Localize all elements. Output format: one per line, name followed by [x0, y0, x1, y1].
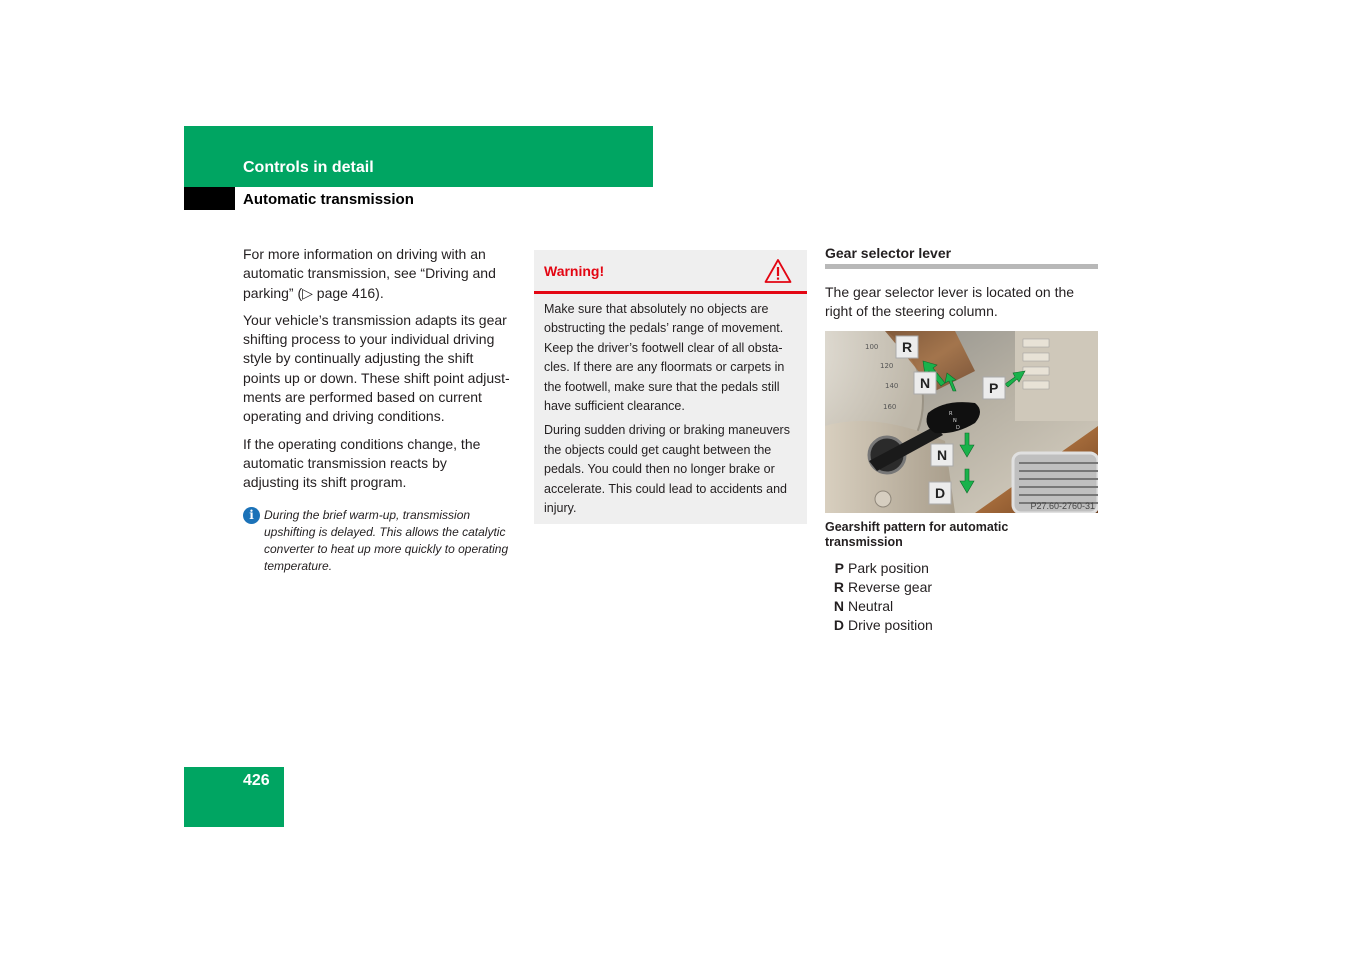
- svg-text:R: R: [949, 410, 953, 417]
- paragraph-operating-conditions: If the operating conditions change, the automatic transmission reacts by adjusting its shift program.: [243, 435, 481, 491]
- gear-letter-n: N: [920, 374, 931, 391]
- svg-text:D: D: [956, 424, 960, 431]
- page-number: 426: [243, 772, 270, 789]
- paragraph-shift-adaptation: Your vehicle’s transmission adapts its gear shifting process to your individual driving style by continually adjusting the shift points up or down. These shift point adjust- ments are performed based on current operating and driving conditions.: [243, 311, 510, 425]
- warning-body: [534, 294, 807, 518]
- list-item: [825, 597, 1098, 616]
- warning-paragraph-obstructions: Make sure that absolutely no objects are obstructing the pedals’ range of movement. Keep the driver’s footwell clear of all obsta- cles. If there are any floormats or carpets in the footwell, make sure that the pedals still have sufficient clearance.: [544, 302, 785, 414]
- info-note: [243, 507, 521, 575]
- gear-label: Reverse gear: [848, 578, 933, 595]
- list-item: [825, 616, 1098, 635]
- gauge-number: 120: [880, 361, 894, 370]
- gear-label: Drive position: [848, 617, 933, 634]
- gear-letter-r: R: [902, 338, 913, 355]
- gear-label: Neutral: [848, 598, 894, 615]
- warning-title: Warning!: [544, 262, 605, 279]
- right-column: [825, 245, 1098, 636]
- gear-key: R: [833, 578, 844, 595]
- list-item: [825, 578, 1098, 597]
- section-title: Automatic transmission: [243, 191, 414, 208]
- list-item: [825, 559, 1098, 578]
- figure-code: P27.60-2760-31: [1030, 500, 1095, 511]
- gear-letter-d: D: [935, 484, 946, 501]
- gauge-number: 160: [883, 402, 897, 411]
- gear-section-title: Gear selector lever: [825, 245, 1098, 269]
- gear-key: P: [834, 559, 844, 576]
- page-reference-link[interactable]: parking” (▷ page 416).: [243, 284, 384, 301]
- gauge-number: 140: [885, 381, 899, 390]
- left-column: [243, 245, 521, 575]
- gear-section-intro: The gear selector lever is located on the right of the steering column.: [825, 284, 1075, 320]
- gear-letter-p: P: [989, 379, 999, 396]
- gear-label: Park position: [848, 559, 929, 576]
- info-note-text: During the brief warm-up, transmission upshifting is delayed. This allows the catalytic converter to heat up more quickly to operating temperature.: [264, 507, 509, 573]
- gear-key: D: [833, 617, 844, 634]
- gauge-number: 100: [865, 342, 879, 351]
- warning-header: [534, 250, 807, 294]
- chapter-title: Controls in detail: [243, 159, 374, 176]
- warning-box: [534, 250, 807, 524]
- warning-paragraph-accidents: During sudden driving or braking maneuvers the objects could get caught between the pedals. You could then no longer brake or accelerate. This could lead to accidents and injury.: [544, 423, 790, 516]
- gear-key: N: [833, 598, 844, 615]
- paragraph-driving-info: For more information on driving with an automatic transmission, see “Driving and parking” (▷ page 416).: [243, 246, 496, 301]
- gear-letter-n: N: [937, 446, 948, 463]
- info-icon: i: [243, 507, 260, 524]
- gearshift-photo: [825, 331, 1098, 513]
- header-band: [184, 126, 653, 187]
- figure-caption: Gearshift pattern for automatic transmission: [825, 519, 1009, 549]
- svg-text:N: N: [953, 417, 957, 424]
- gearshift-illustration: [825, 331, 1098, 513]
- header-marker: [184, 187, 235, 210]
- gear-position-list: [825, 559, 1098, 636]
- warning-triangle-icon: [764, 258, 792, 284]
